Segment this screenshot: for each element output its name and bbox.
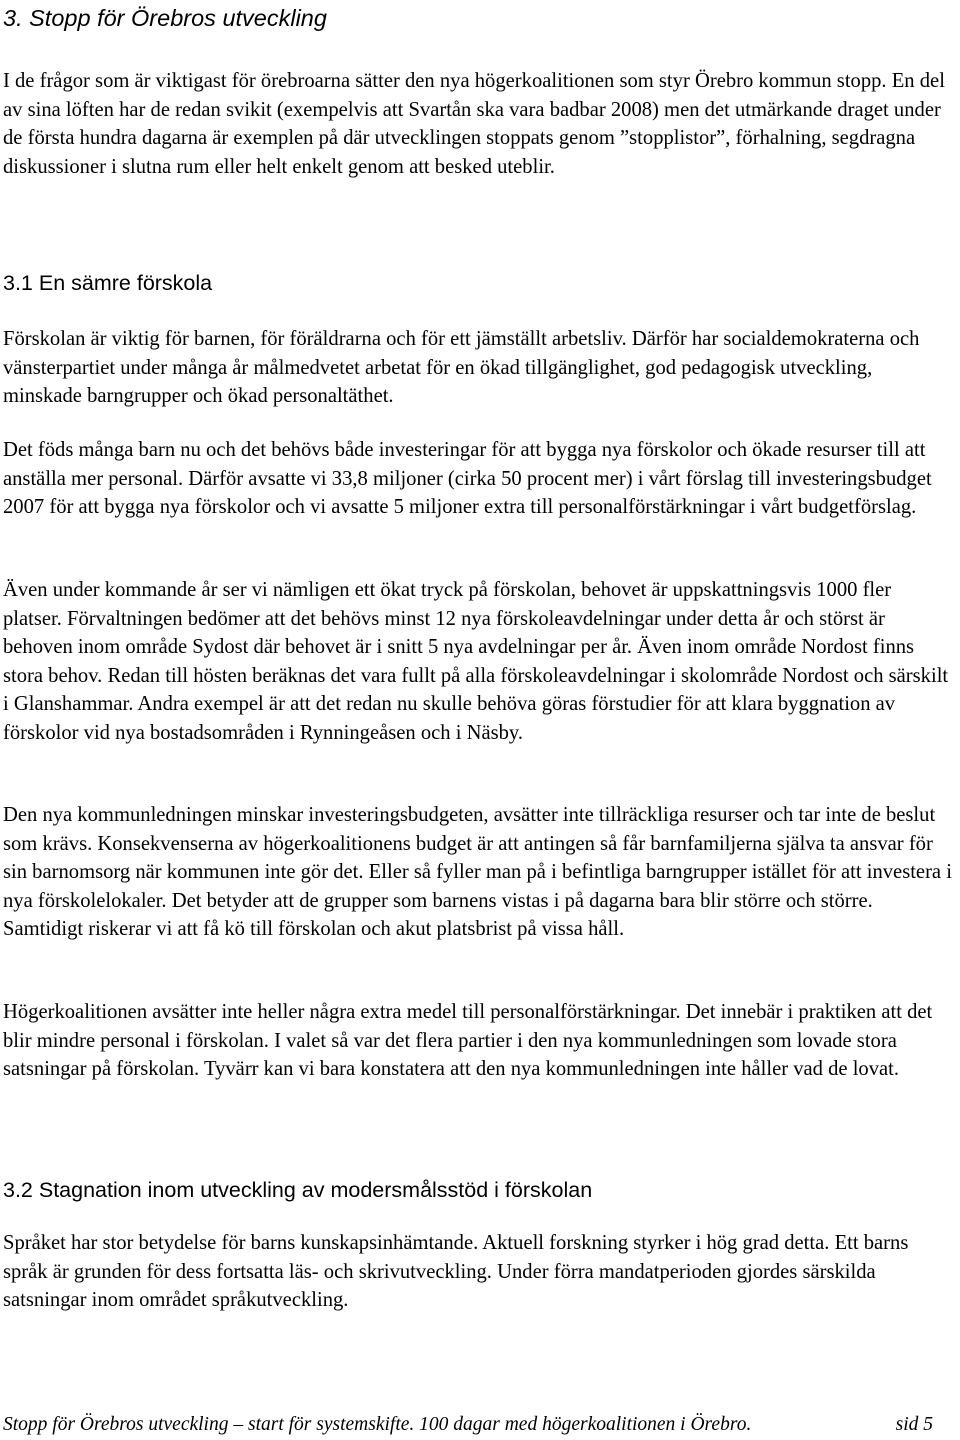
paragraph: Förskolan är viktig för barnen, för föräldrarna och för ett jämställt arbetsliv. Därför har socialdemokraterna och vänsterpartiet under många år målmedvetet arbetat för en ökad tillgänglighet, god pedagogisk utveckling, minskade barngrupper och ökad personaltäthet.: [3, 328, 920, 408]
subsection-1-title: 3.1 En sämre förskola: [3, 271, 213, 295]
intro-paragraph: I de frågor som är viktigast för örebroarna sätter den nya högerkoalitionen som styr Örebro kommun stopp. En del av sina löften har de redan svikit (exempelvis att Svartån ska vara badbar 2008) men det utmärkande draget under de första hundra dagarna är exemplen på där utvecklingen stoppats genom ”stopplistor”, förhalning, segdragna diskussioner i slutna rum eller helt enkelt genom att besked uteblir.: [3, 70, 945, 178]
paragraph: Den nya kommunledningen minskar investeringsbudgeten, avsätter inte tillräckliga resurser och tar inte de beslut som krävs. Konsekvenserna av högerkoalitionens budget är att antingen så får barnfamiljerna själva ta ansvar för sin barnomsorg när kommunen inte gör det. Eller så fyller man på i befintliga barngrupper istället för att investera i nya förskolelokaler. Det betyder att de grupper som barnens vistas i på dagarna bara blir större och större. Samtidigt riskerar vi att få kö till förskolan och akut platsbrist på vissa håll.: [3, 804, 952, 941]
page-footer: [3, 1412, 933, 1438]
subsection-2-title: 3.2 Stagnation inom utveckling av modersmålsstöd i förskolan: [3, 1178, 593, 1202]
page-number: sid 5: [895, 1414, 933, 1435]
paragraph: Högerkoalitionen avsätter inte heller några extra medel till personalförstärkningar. Det innebär i praktiken att det blir mindre personal i förskolan. I valet så var det flera partier i den nya kommunledningen som lovade stora satsningar på förskolan. Tyvärr kan vi bara konstatera att den nya kommunledningen inte håller vad de lovat.: [3, 1001, 933, 1081]
paragraph: Språket har stor betydelse för barns kunskapsinhämtande. Aktuell forskning styrker i hög grad detta. Ett barns språk är grunden för dess fortsatta läs- och skrivutveckling. Under förra mandatperioden gjordes särskilda satsningar inom området språkutveckling.: [3, 1232, 909, 1312]
section-title: 3. Stopp för Örebros utveckling: [3, 5, 327, 31]
paragraph: Det föds många barn nu och det behövs både investeringar för att bygga nya förskolor och ökade resurser till att anställa mer personal. Därför avsatte vi 33,8 miljoner (cirka 50 procent mer) i vårt förslag till investeringsbudget 2007 för att bygga nya förskolor och vi avsatte 5 miljoner extra till personalförstärkningar i vårt budgetförslag.: [3, 439, 932, 519]
paragraph: Även under kommande år ser vi nämligen ett ökat tryck på förskolan, behovet är uppskattningsvis 1000 fler platser. Förvaltningen bedömer att det behövs minst 12 nya förskoleavdelningar under detta år och störst är behoven inom område Sydost där behovet är i snitt 5 nya avdelningar per år. Även inom område Nordost finns stora behov. Redan till hösten beräknas det vara fullt på alla förskoleavdelningar i skolområde Nordost och särskilt i Glanshammar. Andra exempel är att det redan nu skulle behöva göras förstudier för att klara byggnation av förskolor vid nya bostadsområden i Rynningeåsen och i Näsby.: [3, 579, 949, 744]
footer-text: Stopp för Örebros utveckling – start för systemskifte. 100 dagar med högerkoalitionen i Örebro.: [3, 1414, 752, 1435]
